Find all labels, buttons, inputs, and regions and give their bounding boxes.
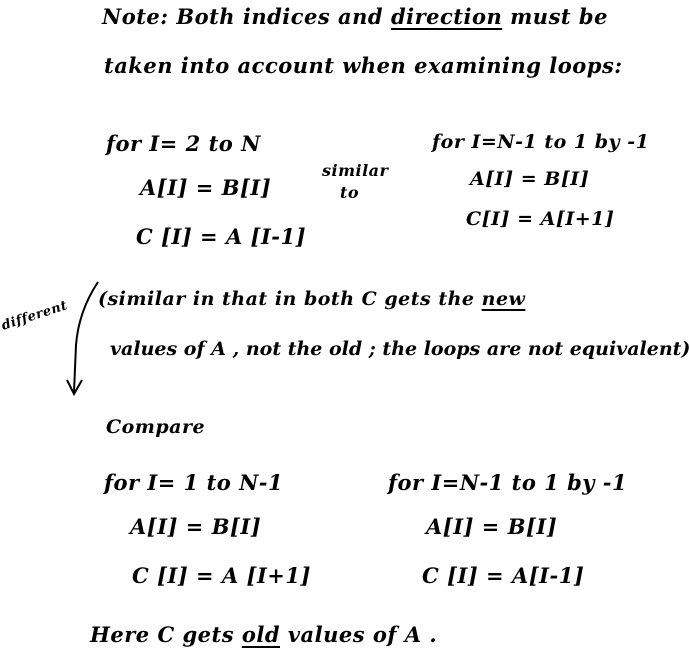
to-label: to: [340, 183, 360, 202]
paren-line-2: values of A , not the old ; the loops are not equivalent): [110, 338, 690, 360]
loop1-line2: C [I] = A [I-1]: [136, 224, 307, 249]
note-pre: Both indices and: [176, 4, 384, 29]
note-post: must be: [510, 4, 608, 29]
different-label: different: [0, 298, 70, 334]
loop4-header: for I=N-1 to 1 by -1: [388, 470, 628, 495]
similar-label: similar: [322, 161, 389, 180]
footer-line: [90, 624, 437, 645]
note-label: Note:: [102, 4, 169, 29]
loop4-line2: C [I] = A[I-1]: [422, 563, 585, 588]
compare-label: Compare: [106, 416, 206, 438]
loop3-header: for I= 1 to N-1: [104, 470, 284, 495]
note-emph-direction: direction: [390, 4, 503, 29]
loop2-line2: C[I] = A[I+1]: [466, 208, 615, 230]
loop3-line1: A[I] = B[I]: [130, 514, 262, 539]
footer-emph-old: old: [241, 622, 281, 647]
paren-line-1: [98, 290, 525, 309]
loop2-line1: A[I] = B[I]: [470, 168, 590, 190]
paren-pre: (similar in that in both C gets the: [98, 288, 475, 310]
loop1-line1: A[I] = B[I]: [140, 175, 272, 200]
loop1-header: for I= 2 to N: [106, 131, 261, 156]
loop4-line1: A[I] = B[I]: [426, 514, 558, 539]
loop2-header: for I=N-1 to 1 by -1: [432, 131, 650, 153]
paren-emph-new: new: [481, 288, 526, 310]
note-line-2: taken into account when examining loops:: [104, 53, 623, 78]
footer-post: values of A .: [287, 622, 438, 647]
loop3-line2: C [I] = A [I+1]: [132, 563, 311, 588]
footer-pre: Here C gets: [90, 622, 235, 647]
